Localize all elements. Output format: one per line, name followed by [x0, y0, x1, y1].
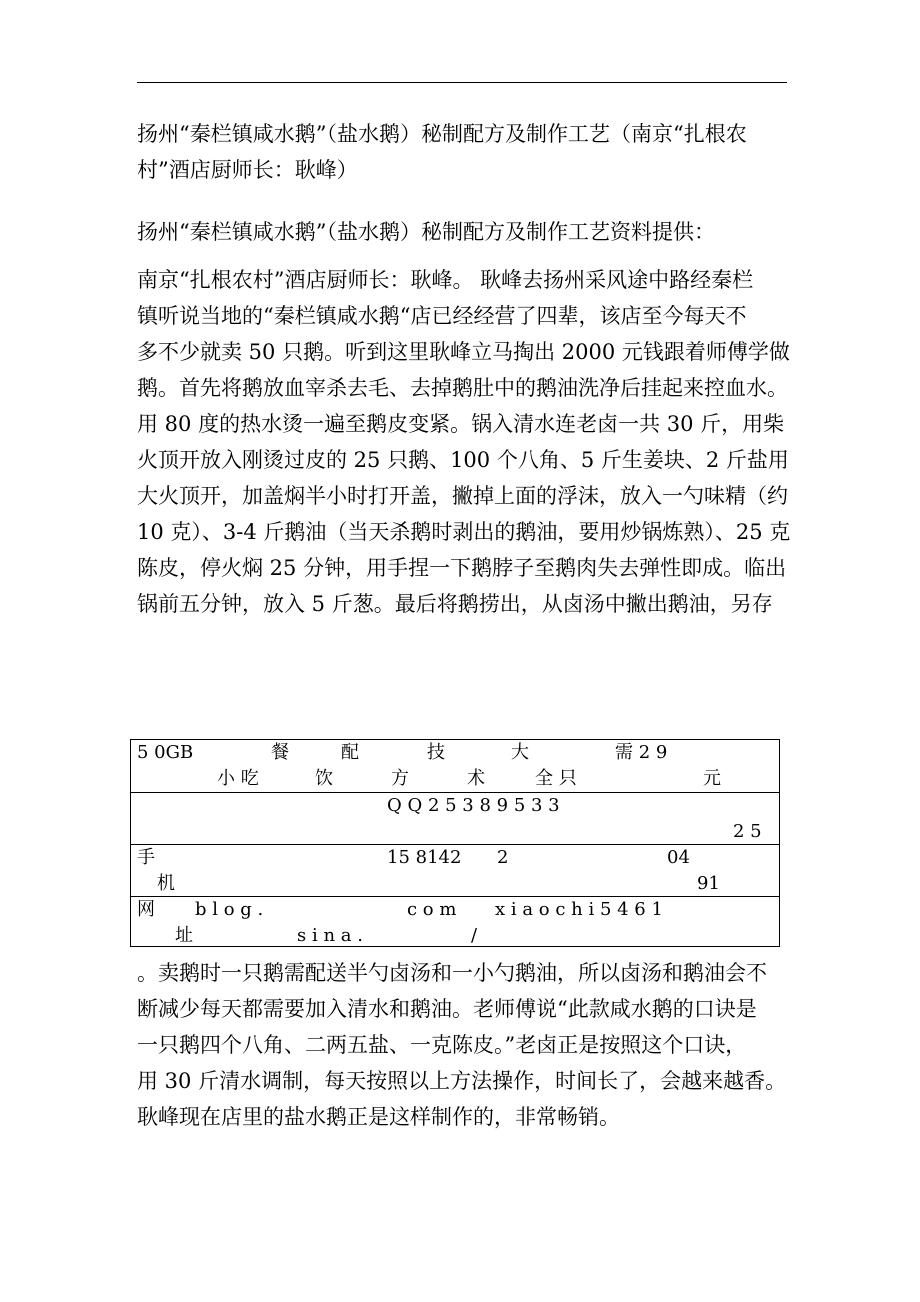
ad-text: 元	[703, 768, 721, 789]
ad-row-phone	[131, 844, 779, 897]
body-line: 多不少就卖 50 只鹅。听到这里耿峰立马掏出 2000 元钱跟着师傅学做	[137, 340, 790, 364]
phone-label: 机	[157, 873, 175, 894]
body-line: 镇听说当地的“秦栏镇咸水鹅“店已经经营了四辈，该店至今每天不	[137, 304, 747, 328]
header-rule	[137, 82, 787, 83]
ad-row-website	[131, 896, 779, 947]
ad-text: 需 2 9	[615, 742, 668, 763]
ad-text: 大	[511, 742, 529, 763]
ad-text: 配	[341, 742, 359, 763]
qq-number: Q Q 2 5 3 8 9 5 3 3	[387, 795, 560, 816]
body-line: 鹅。首先将鹅放血宰杀去毛、去掉鹅肚中的鹅油洗净后挂起来控血水。	[137, 376, 788, 400]
phone-number: 2	[497, 847, 509, 868]
website-url: x i a o c h i 5 4 6 1	[495, 899, 663, 920]
closing-line: 断减少每天都需要加入清水和鹅油。老师傅说“此款咸水鹅的口诀是	[137, 997, 757, 1021]
body-line: 南京“扎根农村”酒店厨师长：耿峰。 耿峰去扬州采风途中路经秦栏	[137, 268, 754, 292]
document-subtitle	[137, 214, 797, 250]
ad-text: 小 吃	[217, 768, 259, 789]
body-line: 锅前五分钟，放入 5 斤葱。最后将鹅捞出，从卤汤中撇出鹅油，另存	[137, 592, 773, 616]
phone-number: 91	[697, 873, 720, 894]
phone-label: 手	[137, 847, 155, 868]
ad-row-qq	[131, 792, 779, 845]
qq-number-tail: 2 5	[733, 821, 762, 842]
body-line: 陈皮，停火焖 25 分钟，用手捏一下鹅脖子至鹅肉失去弹性即成。临出	[137, 556, 787, 580]
website-url: c o m	[407, 899, 457, 920]
body-line: 用 80 度的热水烫一遍至鹅皮变紧。锅入清水连老卤一共 30 斤，用柴	[137, 412, 785, 436]
body-paragraph	[137, 262, 797, 622]
body-line: 大火顶开，加盖焖半小时打开盖，撇掉上面的浮沫，放入一勺味精（约	[137, 484, 788, 508]
website-label: 址	[175, 925, 193, 946]
website-url: /	[471, 925, 478, 946]
closing-line: 。卖鹅时一只鹅需配送半勺卤汤和一小勺鹅油，所以卤汤和鹅油会不	[137, 961, 767, 985]
ad-text: 餐	[271, 742, 289, 763]
phone-number: 15 8142	[387, 847, 462, 868]
website-label: 网	[137, 899, 155, 920]
body-line: 火顶开放入刚烫过皮的 25 只鹅、100 个八角、5 斤生姜块、2 斤盐用	[137, 448, 789, 472]
document-title	[137, 116, 797, 188]
closing-line: 耿峰现在店里的盐水鹅正是这样制作的，非常畅销。	[137, 1105, 620, 1129]
ad-text: 方	[391, 768, 409, 789]
body-line: 10 克）、3-4 斤鹅油（当天杀鹅时剥出的鹅油，要用炒锅炼熟）、25 克	[137, 520, 791, 544]
title-line: 村”酒店厨师长：耿峰）	[137, 158, 358, 182]
phone-number: 04	[667, 847, 690, 868]
ad-row-offer	[131, 740, 779, 792]
closing-paragraph	[137, 955, 797, 1135]
ad-text: 术	[467, 768, 485, 789]
subtitle-line: 扬州“秦栏镇咸水鹅”（盐水鹅）秘制配方及制作工艺资料提供：	[137, 220, 715, 244]
closing-line: 用 30 斤清水调制，每天按照以上方法操作，时间长了，会越来越香。	[137, 1069, 787, 1093]
website-url: s i n a .	[297, 925, 363, 946]
ad-text: 技	[427, 742, 445, 763]
ad-box	[130, 739, 780, 947]
closing-line: 一只鹅四个八角、二两五盐、一克陈皮。”老卤正是按照这个口诀，	[137, 1033, 747, 1057]
title-line: 扬州“秦栏镇咸水鹅”（盐水鹅）秘制配方及制作工艺（南京“扎根农	[137, 122, 747, 146]
ad-text: 饮	[315, 768, 333, 789]
ad-text: 全 只	[535, 768, 577, 789]
website-url: b l o g .	[195, 899, 264, 920]
ad-text: 5 0GB	[137, 742, 194, 763]
